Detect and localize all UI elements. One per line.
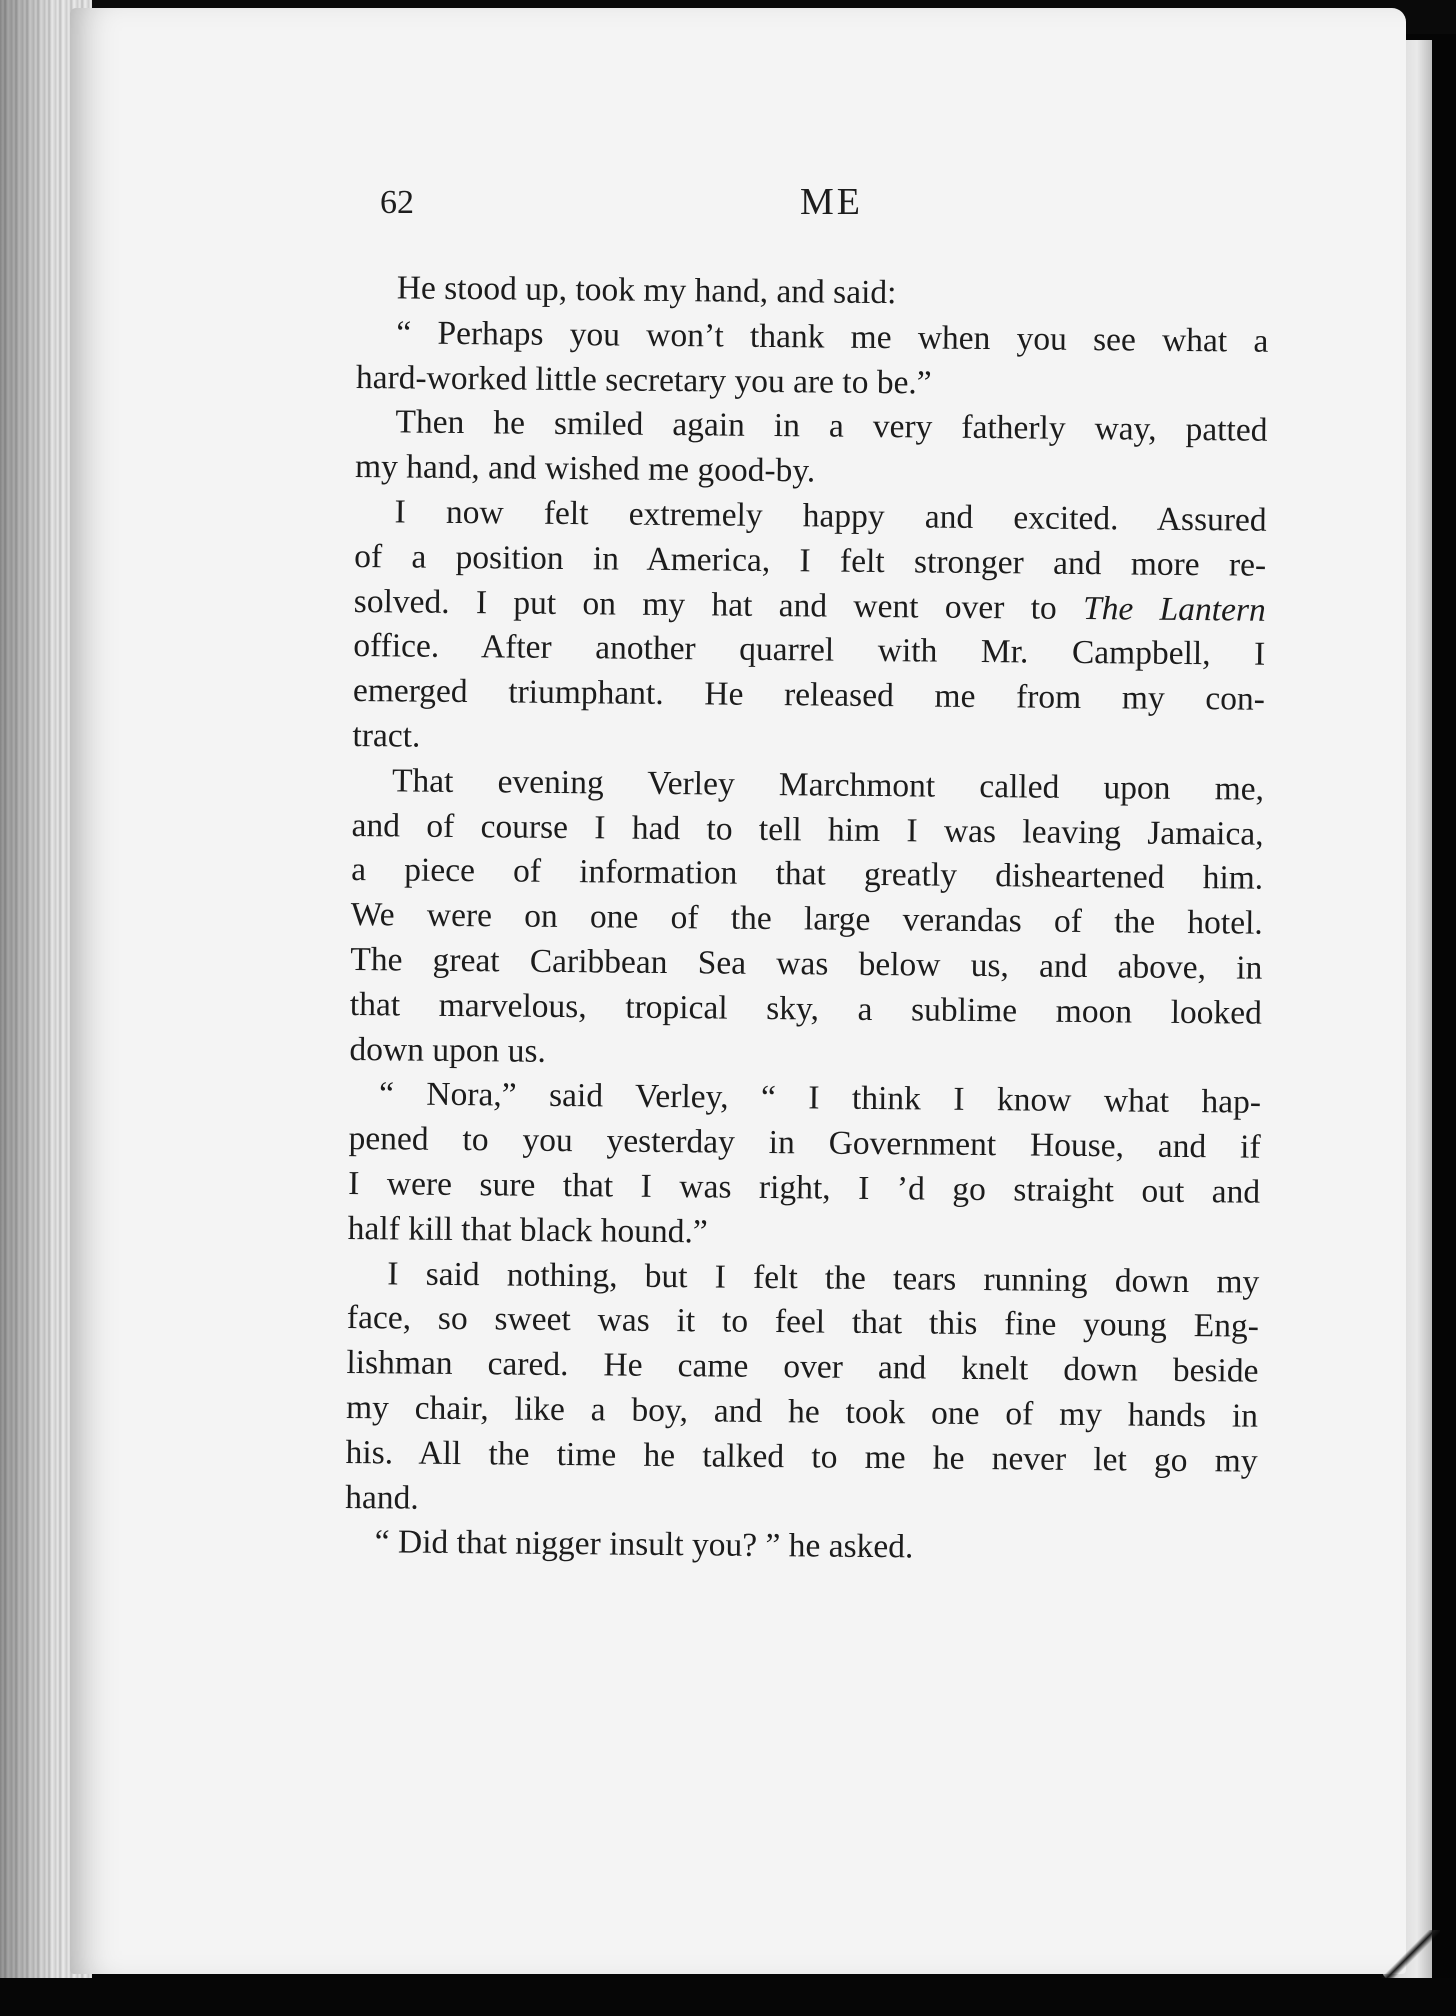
text-line: a piece of information that greatly disheartened him.	[351, 851, 1264, 898]
text-line: hand.	[345, 1478, 419, 1517]
text-line: pened to you yesterday in Government House, and if	[348, 1120, 1261, 1166]
text-line: half kill that black hound.”	[347, 1209, 708, 1251]
text-line: We were on one of the large verandas of the hotel.	[350, 896, 1263, 942]
running-head	[380, 180, 1300, 240]
text-line: Then he smiled again in a very fatherly way, patted	[395, 403, 1268, 450]
newspaper-title: The Lantern	[1082, 589, 1266, 629]
text-line: face, so sweet was it to feel that this fine young Eng-	[346, 1299, 1260, 1346]
text-line: “ Nora,” said Verley, “ I think I know what hap-	[378, 1075, 1262, 1122]
text-line: his. All the time he talked to me he never let go my	[345, 1433, 1258, 1480]
running-title: ME	[800, 181, 863, 223]
text-line: hard-worked little secretary you are to be.”	[355, 358, 932, 402]
text-line: “ Perhaps you won’t thank me when you see what a	[396, 314, 1269, 360]
text-line: down upon us.	[349, 1030, 547, 1070]
body-text	[345, 266, 1269, 1574]
text-line: lishman cared. He came over and knelt down beside	[346, 1344, 1259, 1390]
text-line: and of course I had to tell him I was leaving Jamaica,	[351, 806, 1264, 853]
text-line: He stood up, took my hand, and said:	[396, 269, 897, 312]
text-line: I said nothing, but I felt the tears running down my	[387, 1254, 1260, 1301]
text-line: my hand, and wished me good-by.	[354, 448, 816, 490]
text-fragment: solved. I put on my hat and went over to	[353, 582, 1084, 627]
text-line: office. After another quarrel with Mr. Campbell, I	[353, 627, 1266, 674]
text-line: I were sure that I was right, I ’d go straight out and	[348, 1164, 1261, 1211]
text-line: tract.	[352, 716, 421, 755]
text-line: my chair, like a boy, and he took one of my hands in	[345, 1388, 1259, 1435]
text-line: That evening Verley Marchmont called upon me,	[391, 762, 1265, 808]
page-number: 62	[380, 184, 414, 221]
text-line: that marvelous, tropical sky, a sublime moon looked	[349, 985, 1263, 1032]
text-line: “ Did that nigger insult you? ” he asked.	[374, 1523, 914, 1566]
text-line: emerged triumphant. He released me from my con-	[352, 672, 1266, 718]
text-line: I now felt extremely happy and excited. Assured	[394, 493, 1267, 539]
text-line: The great Caribbean Sea was below us, and above, in	[350, 940, 1263, 987]
text-line: of a position in America, I felt stronger and more re-	[354, 537, 1267, 584]
scan-bottom-border	[0, 1978, 1456, 2016]
